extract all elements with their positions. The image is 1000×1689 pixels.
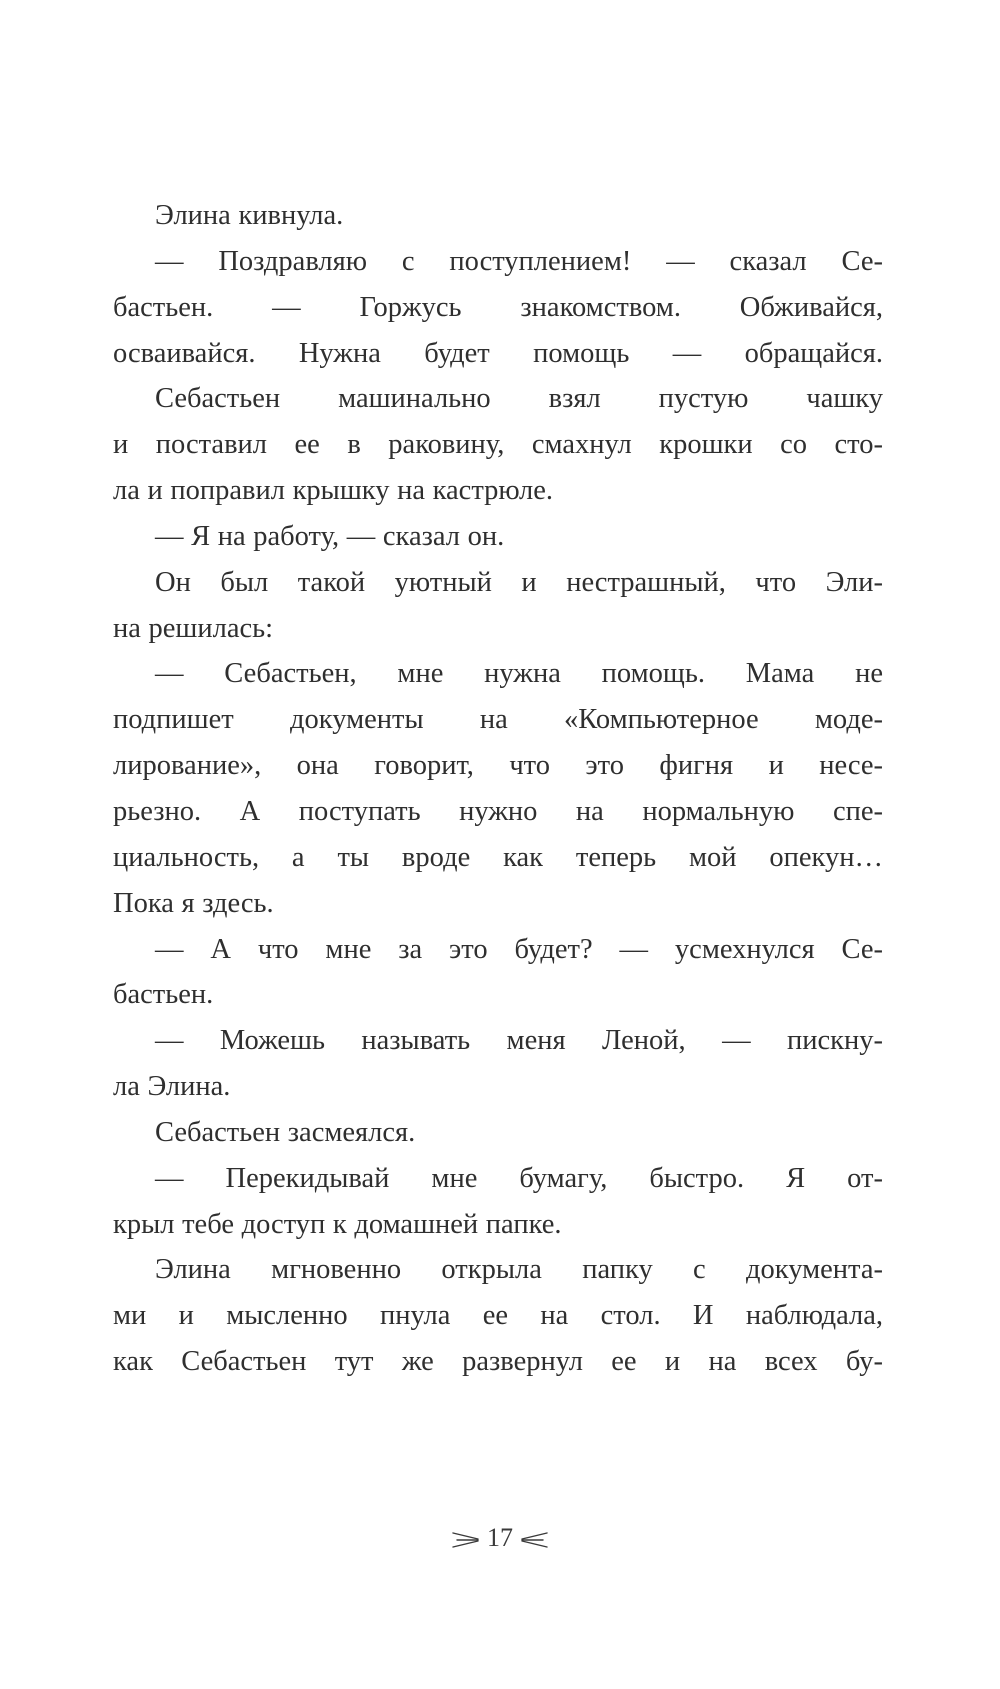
text-line: бастьен. — Горжусь знакомством. Обживайся, xyxy=(113,291,883,323)
text-line: на решилась: xyxy=(113,612,274,644)
text-line: подпишет документы на «Компьютерное моде- xyxy=(113,704,883,736)
text-line: Элина мгновенно открыла папку с документа- xyxy=(155,1254,883,1286)
text-line: — Поздравляю с поступлением! — сказал Се- xyxy=(155,245,883,277)
text-line: — Можешь называть меня Леной, — пискну- xyxy=(155,1025,883,1057)
text-line: Себастьен засмеялся. xyxy=(155,1116,416,1148)
text-line: как Себастьен тут же развернул ее и на всех бу- xyxy=(113,1346,883,1378)
text-line: — Перекидывай мне бумагу, быстро. Я от- xyxy=(155,1162,883,1194)
text-line: циальность, а ты вроде как теперь мой опекун… xyxy=(113,841,883,873)
text-line: ла и поправил крышку на кастрюле. xyxy=(113,475,553,507)
text-line: крыл тебе доступ к домашней папке. xyxy=(113,1208,562,1240)
body-text xyxy=(113,193,883,1385)
text-line: ла Элина. xyxy=(113,1071,231,1103)
text-line: — А что мне за это будет? — усмехнулся Се- xyxy=(155,933,883,965)
text-line: лирование», она говорит, что это фигня и несе- xyxy=(113,750,883,782)
chevron-lines-right-icon xyxy=(451,1530,481,1550)
text-line: рьезно. А поступать нужно на нормальную спе- xyxy=(113,795,883,827)
text-line: Он был такой уютный и нестрашный, что Эли- xyxy=(155,566,883,598)
page-number: 17 xyxy=(487,1523,513,1552)
text-line: Себастьен машинально взял пустую чашку xyxy=(155,383,883,415)
page-number-footer xyxy=(0,1521,1000,1555)
text-line: Элина кивнула. xyxy=(155,200,344,231)
text-line: — Я на работу, — сказал он. xyxy=(155,520,505,552)
text-line: ми и мысленно пнула ее на стол. И наблюдала, xyxy=(113,1300,883,1332)
text-line: Пока я здесь. xyxy=(113,887,274,919)
text-line: бастьен. xyxy=(113,979,214,1011)
text-line: — Себастьен, мне нужна помощь. Мама не xyxy=(155,658,883,690)
chevron-lines-left-icon xyxy=(519,1530,549,1550)
text-line: и поставил ее в раковину, смахнул крошки со сто- xyxy=(113,429,883,461)
text-line: осваивайся. Нужна будет помощь — обращайся. xyxy=(113,337,883,369)
